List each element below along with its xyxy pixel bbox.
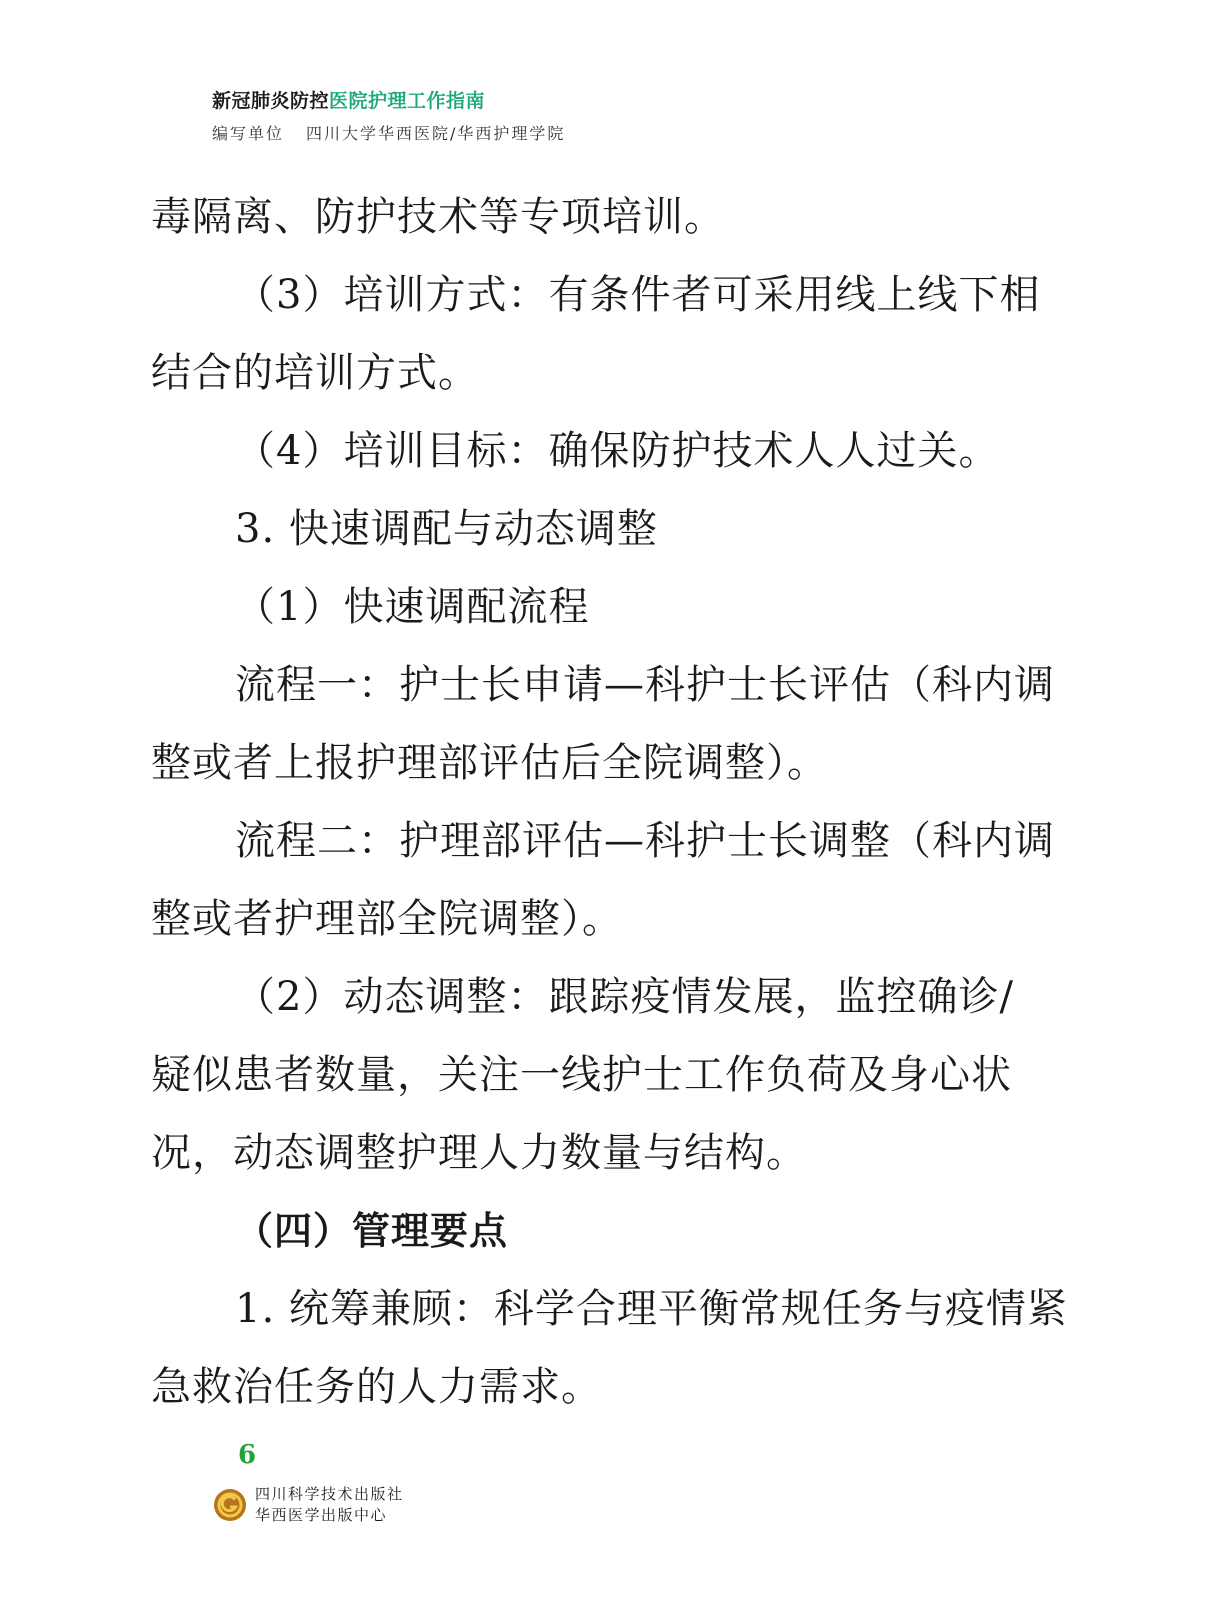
publisher-line-1: 四川科学技术出版社 — [255, 1485, 404, 1503]
paragraph-line: 结合的培训方式。 — [151, 350, 479, 396]
publisher-block — [213, 1484, 404, 1526]
running-head — [212, 86, 565, 144]
page-number: 6 — [238, 1440, 257, 1470]
subsection-heading: （1）快速调配流程 — [235, 584, 590, 630]
author-line — [212, 121, 565, 144]
chapter-subheading: （四）管理要点 — [235, 1209, 509, 1253]
paragraph-line: 毒隔离、防护技术等专项培训。 — [151, 194, 725, 240]
paragraph-line: （2）动态调整：跟踪疫情发展，监控确诊/ — [235, 974, 1014, 1020]
paragraph-line: 整或者上报护理部评估后全院调整）。 — [151, 740, 828, 786]
paragraph-line: 疑似患者数量，关注一线护士工作负荷及身心状 — [151, 1052, 1012, 1098]
paragraph-line: 流程二：护理部评估—科护士长调整（科内调 — [235, 818, 1055, 864]
publisher-logo-icon — [213, 1488, 247, 1522]
book-title-accent: 医院护理工作指南 — [329, 90, 486, 112]
book-title: 新冠肺炎防控医院护理工作指南 — [212, 90, 486, 112]
paragraph-line: 急救治任务的人力需求。 — [151, 1364, 602, 1410]
section-heading: 3. 快速调配与动态调整 — [235, 506, 658, 552]
paragraph-line: （3）培训方式：有条件者可采用线上线下相 — [235, 272, 1041, 318]
body-text — [151, 178, 1091, 1426]
paragraph-line: 1. 统筹兼顾：科学合理平衡常规任务与疫情紧 — [235, 1286, 1068, 1332]
publisher-names — [255, 1484, 404, 1526]
publisher-line-2: 华西医学出版中心 — [255, 1506, 388, 1524]
paragraph-line: （4）培训目标：确保防护技术人人过关。 — [235, 428, 1000, 474]
author-units: 四川大学华西医院/华西护理学院 — [306, 124, 566, 143]
paragraph-line: 况，动态调整护理人力数量与结构。 — [151, 1130, 807, 1176]
paragraph-line: 流程一：护士长申请—科护士长评估（科内调 — [235, 662, 1055, 708]
paragraph-line: 整或者护理部全院调整）。 — [151, 896, 623, 942]
author-label: 编写单位 — [212, 124, 285, 143]
